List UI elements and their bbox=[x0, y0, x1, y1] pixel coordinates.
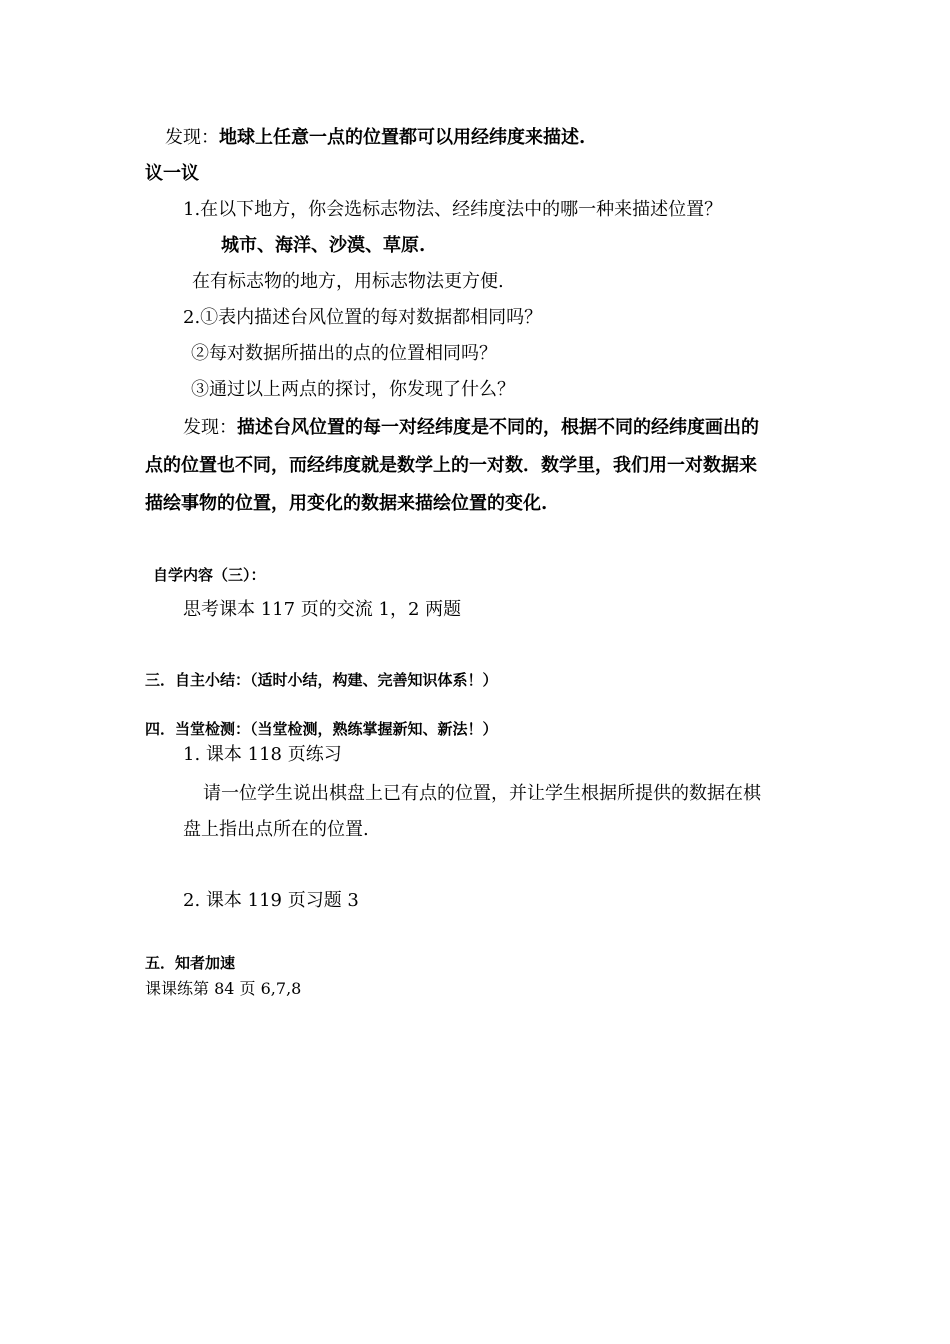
discovery-2-text-1: 描述台风位置的每一对经纬度是不同的，根据不同的经纬度画出的 bbox=[237, 417, 759, 438]
check-item-1-desc-1: 请一位学生说出棋盘上已有点的位置，并让学生根据所提供的数据在棋 bbox=[203, 783, 761, 804]
section-3-heading: 三．自主小结：（适时小结，构建、完善知识体系！） bbox=[145, 671, 498, 689]
discovery-2-line-3: 描绘事物的位置，用变化的数据来描绘位置的变化. bbox=[145, 493, 548, 514]
section-4-heading: 四．当堂检测：（当堂检测，熟练掌握新知、新法！） bbox=[145, 720, 498, 738]
discovery-2-line-2: 点的位置也不同，而经纬度就是数学上的一对数．数学里，我们用一对数据来 bbox=[145, 455, 757, 476]
answer-1: 在有标志物的地方，用标志物法更方便. bbox=[192, 271, 504, 292]
discovery-prefix: 发现： bbox=[165, 127, 219, 148]
self-study-3-text: 思考课本 117 页的交流 1，2 两题 bbox=[183, 599, 462, 620]
check-item-1-desc-2: 盘上指出点所在的位置. bbox=[183, 819, 369, 840]
check-item-1: 1. 课本 118 页练习 bbox=[183, 744, 342, 765]
places-list: 城市、海洋、沙漠、草原. bbox=[221, 235, 426, 256]
self-study-3-heading: 自学内容（三）： bbox=[153, 566, 266, 584]
discovery-text: 地球上任意一点的位置都可以用经纬度来描述. bbox=[219, 127, 586, 148]
question-1: 1.在以下地方，你会选标志物法、经纬度法中的哪一种来描述位置？ bbox=[183, 199, 723, 220]
question-2b: ②每对数据所描出的点的位置相同吗？ bbox=[191, 343, 497, 364]
discuss-heading: 议一议 bbox=[145, 163, 199, 184]
question-2a: 2.①表内描述台风位置的每对数据都相同吗？ bbox=[183, 307, 543, 328]
section-5-heading: 五．知者加速 bbox=[145, 954, 236, 972]
section-5-text: 课课练第 84 页 6,7,8 bbox=[145, 979, 302, 998]
discovery-2-line-1 bbox=[183, 419, 759, 437]
check-item-2: 2. 课本 119 页习题 3 bbox=[183, 890, 359, 911]
discovery-line-1 bbox=[165, 129, 585, 147]
discovery-2-prefix: 发现： bbox=[183, 417, 237, 438]
question-2c: ③通过以上两点的探讨，你发现了什么？ bbox=[191, 379, 515, 400]
